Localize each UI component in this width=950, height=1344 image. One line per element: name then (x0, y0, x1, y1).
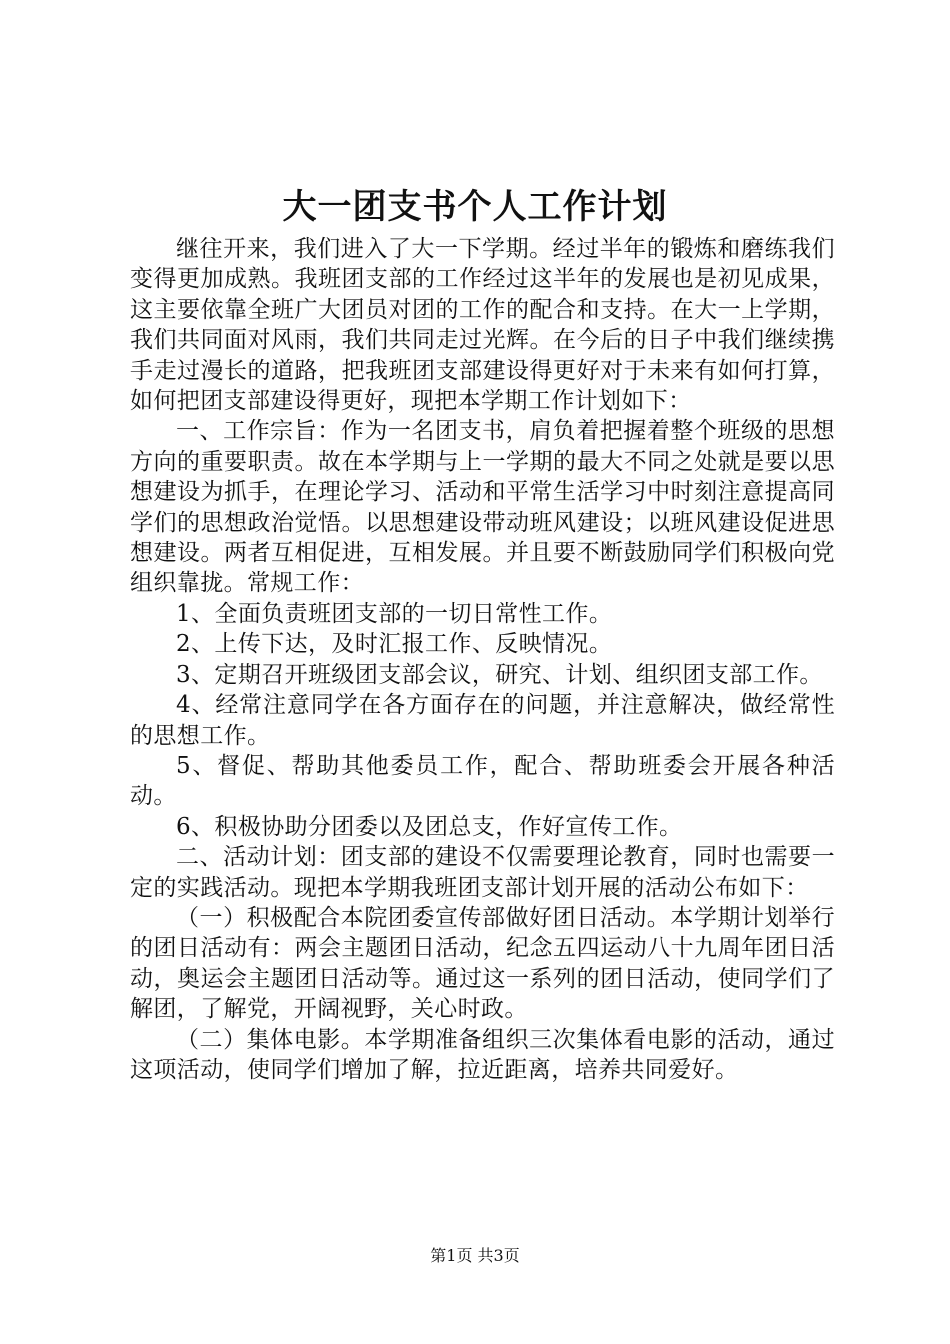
paragraph-item-3: 3、定期召开班级团支部会议，研究、计划、组织团支部工作。 (176, 661, 823, 688)
paragraph-activity-2: （二）集体电影。本学期准备组织三次集体看电影的活动，通过这项活动，使同学们增加了解，拉近距离，培养共同爱好。 (130, 1026, 835, 1083)
paragraph-activity-plan: 二、活动计划：团支部的建设不仅需要理论教育，同时也需要一定的实践活动。现把本学期我班团支部计划开展的活动公布如下： (130, 844, 835, 901)
document-title: 大一团支书个人工作计划 (282, 187, 668, 227)
paragraph-item-6: 6、积极协助分团委以及团总支，作好宣传工作。 (176, 813, 683, 840)
paragraph-intro: 继往开来，我们进入了大一下学期。经过半年的锻炼和磨练我们变得更加成熟。我班团支部的工作经过这半年的发展也是初见成果，这主要依靠全班广大团员对团的工作的配合和支持。在大一上学期，我们共同面对风雨，我们共同走过光辉。在今后的日子中我们继续携手走过漫长的道路，把我班团支部建设得更好对于未来有如何打算，如何把团支部建设得更好，现把本学期工作计划如下： (130, 236, 835, 415)
paragraph-item-4: 4、经常注意同学在各方面存在的问题，并注意解决，做经常性的思想工作。 (130, 692, 835, 749)
document-body (130, 234, 835, 1085)
paragraph-work-purpose: 一、工作宗旨：作为一名团支书，肩负着把握着整个班级的思想方向的重要职责。故在本学期与上一学期的最大不同之处就是要以思想建设为抓手，在理论学习、活动和平常生活学习中时刻注意提高同学们的思想政治觉悟。以思想建设带动班风建设；以班风建设促进思想建设。两者互相促进，互相发展。并且要不断鼓励同学们积极向党组织靠拢。常规工作： (130, 418, 835, 597)
paragraph-item-1: 1、全面负责班团支部的一切日常性工作。 (176, 600, 613, 627)
paragraph-item-5: 5、督促、帮助其他委员工作，配合、帮助班委会开展各种活动。 (130, 752, 835, 810)
paragraph-item-2: 2、上传下达，及时汇报工作、反映情况。 (176, 631, 613, 658)
page-footer: 第1页 共3页 (430, 1246, 520, 1265)
paragraph-activity-1: （一）积极配合本院团委宣传部做好团日活动。本学期计划举行的团日活动有：两会主题团日活动，纪念五四运动八十九周年团日活动，奥运会主题团日活动等。通过这一系列的团日活动，使同学们了解团，了解党，开阔视野，关心时政。 (130, 904, 835, 1023)
